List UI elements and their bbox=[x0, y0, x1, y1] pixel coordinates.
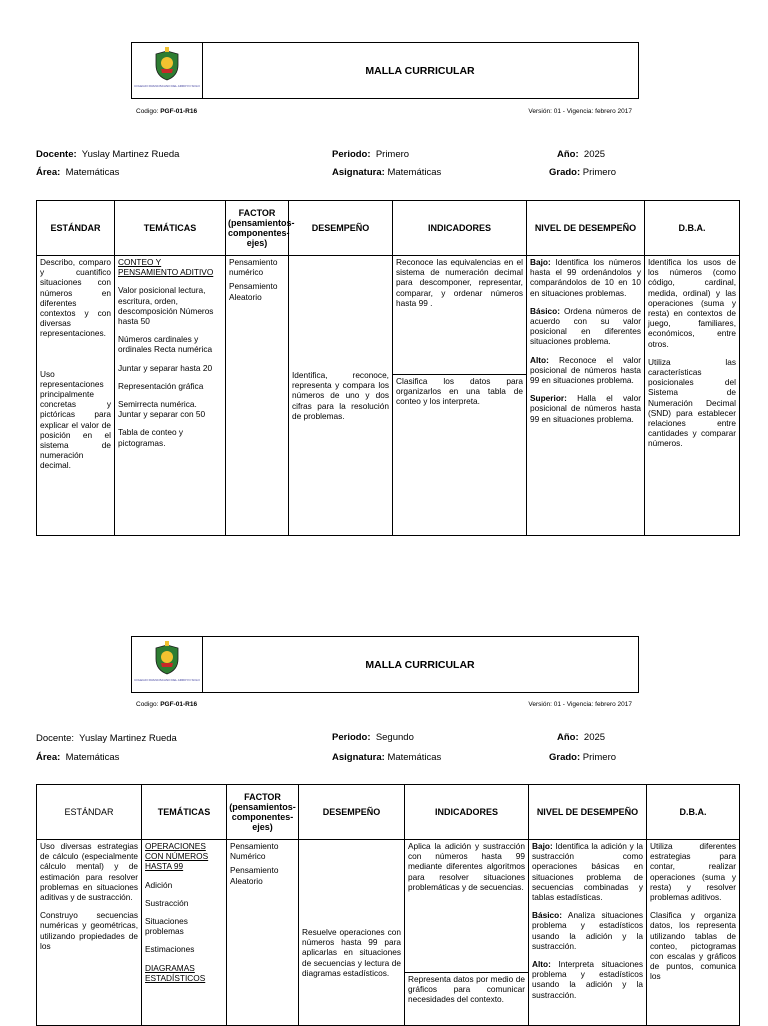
grado-value: Primero bbox=[582, 752, 617, 763]
indicadores-cell bbox=[405, 840, 529, 1026]
area-value: Matemáticas bbox=[65, 752, 120, 763]
nivel-label: Alto: bbox=[532, 959, 551, 970]
nivel-text: Halla el valor posicional de números hasta 99 en situaciones problema. bbox=[530, 393, 641, 424]
tematica-item: Adición bbox=[145, 879, 173, 890]
tematica-item: Semirrecta numérica. Juntar y separar con 50 bbox=[118, 399, 206, 420]
asignatura-value: Matemáticas bbox=[387, 752, 442, 763]
tematicas-heading-2: DIAGRAMAS ESTADÍSTICOS bbox=[145, 962, 206, 983]
logo-text: COLEGIO FRANCISCANO DEL ARROYO SOLO bbox=[134, 84, 200, 88]
factor-cell bbox=[227, 840, 299, 1026]
col-tematicas: TEMÁTICAS bbox=[115, 201, 226, 256]
dba-cell bbox=[647, 840, 740, 1026]
tematicas-cell bbox=[115, 256, 226, 536]
school-logo bbox=[132, 43, 203, 98]
indicadores-cell bbox=[393, 256, 527, 536]
table-header-row bbox=[37, 785, 740, 840]
indicador-item: Representa datos por medio de gráficos para comunicar necesidades del contexto. bbox=[405, 972, 528, 1006]
nivel-cell bbox=[527, 256, 645, 536]
dba-cell bbox=[645, 256, 740, 536]
nivel-label: Básico: bbox=[532, 910, 562, 921]
tematicas-cell bbox=[142, 840, 227, 1026]
tematicas-heading: CONTEO Y PENSAMIENTO ADITIVO bbox=[118, 257, 214, 278]
grado-field bbox=[549, 752, 616, 763]
periodo-field bbox=[332, 149, 409, 160]
desempeno-text: Resuelve operaciones con números hasta 99 para aplicarlas en situaciones de secuencias y lectura de diagramas estadísticos. bbox=[302, 927, 401, 978]
col-estandar: ESTÁNDAR bbox=[37, 785, 142, 840]
col-estandar: ESTÁNDAR bbox=[37, 201, 115, 256]
code-label: Codigo: bbox=[136, 108, 159, 115]
page-title: MALLA CURRICULAR bbox=[365, 658, 475, 671]
area-label: Área: bbox=[36, 752, 61, 763]
table-row bbox=[37, 256, 740, 536]
grado-field bbox=[549, 167, 616, 178]
logo-text: COLEGIO FRANCISCANO DEL ARROYO SOLO bbox=[134, 678, 200, 682]
nivel-item bbox=[530, 355, 641, 386]
area-field bbox=[36, 167, 119, 178]
dba-item: Utiliza diferentes estrategias para contar, realizar operaciones (suma y resta) y resolver problemas aditivos. bbox=[650, 841, 736, 903]
periodo-field bbox=[332, 732, 414, 743]
area-value: Matemáticas bbox=[65, 167, 120, 178]
header-box bbox=[131, 636, 639, 693]
indicador-item: Clasifica los datos para organizarlos en una tabla de conteo y los interpreta. bbox=[393, 374, 526, 408]
nivel-item bbox=[532, 959, 643, 1000]
docente-label: Docente: bbox=[36, 149, 77, 160]
estandar-cell bbox=[37, 840, 142, 1026]
header-box bbox=[131, 42, 639, 99]
code-value: PGF-01-R16 bbox=[160, 108, 198, 115]
anio-field bbox=[557, 732, 605, 743]
tematica-item: Tabla de conteo y pictogramas. bbox=[118, 427, 184, 448]
nivel-item bbox=[532, 841, 643, 902]
estandar-cell bbox=[37, 256, 115, 536]
col-indicadores: INDICADORES bbox=[405, 785, 529, 840]
anio-field bbox=[557, 149, 605, 160]
nivel-label: Básico: bbox=[530, 305, 560, 316]
grado-label: Grado: bbox=[549, 752, 581, 763]
version-text: Versión: 01 - Vigencia: febrero 2017 bbox=[528, 701, 632, 708]
nivel-text: Identifica la adición y la sustracción como operaciones básicas en situaciones problema de secuencias combinadas y tablas estadísticas. bbox=[532, 841, 643, 903]
asignatura-field bbox=[332, 752, 441, 763]
tematica-item: Números cardinales y ordinales Recta numérica bbox=[118, 334, 213, 355]
nivel-text: Analiza situaciones problema y estadísticos usando la adición y la sustracción. bbox=[532, 910, 643, 951]
asignatura-value: Matemáticas bbox=[387, 167, 442, 178]
nivel-text: Reconoce el valor posicional de números hasta 99 en situaciones problema. bbox=[530, 354, 641, 386]
nivel-cell bbox=[529, 840, 647, 1026]
nivel-item bbox=[530, 257, 641, 298]
factor-item: Pensamiento Aleatorio bbox=[230, 865, 279, 886]
nivel-item bbox=[532, 910, 643, 951]
nivel-text: Ordena números de acuerdo con su valor posicional en diferentes situaciones problema. bbox=[530, 305, 642, 347]
periodo-value: Primero bbox=[375, 149, 410, 160]
tematica-item: Estimaciones bbox=[145, 944, 195, 955]
nivel-item bbox=[530, 306, 641, 347]
docente-value: Yuslay Martinez Rueda bbox=[81, 149, 180, 160]
anio-label: Año: bbox=[557, 732, 579, 743]
periodo-label: Periodo: bbox=[332, 149, 371, 160]
col-nivel: NIVEL DE DESEMPEÑO bbox=[529, 785, 647, 840]
grado-value: Primero bbox=[582, 167, 617, 178]
tematica-item: Sustracción bbox=[145, 897, 189, 908]
col-desempeno: DESEMPEÑO bbox=[289, 201, 393, 256]
docente-field bbox=[36, 733, 177, 744]
table-header-row bbox=[37, 201, 740, 256]
factor-cell bbox=[226, 256, 289, 536]
table-row bbox=[37, 840, 740, 1026]
grado-label: Grado: bbox=[549, 167, 581, 178]
periodo-value: Segundo bbox=[375, 732, 414, 743]
col-factor: FACTOR (pensamientos-componentes-ejes) bbox=[226, 201, 289, 256]
page-title: MALLA CURRICULAR bbox=[365, 64, 475, 77]
factor-item: Pensamiento Numérico bbox=[230, 841, 279, 862]
docente-field bbox=[36, 149, 179, 160]
anio-label: Año: bbox=[557, 149, 579, 160]
estandar-item: Describo, comparo y cuantifico situaciones con números en diferentes contextos y con diversas representaciones. bbox=[40, 257, 111, 339]
tematica-item: Juntar y separar hasta 20 bbox=[118, 362, 213, 373]
nivel-item bbox=[530, 393, 641, 424]
area-field bbox=[36, 752, 119, 763]
code-label: Codigo: bbox=[136, 701, 159, 708]
col-dba: D.B.A. bbox=[645, 201, 740, 256]
estandar-item: Construyo secuencias numéricas y geométricas, utilizando propiedades de los bbox=[40, 910, 138, 951]
code-line bbox=[136, 108, 636, 115]
nivel-label: Superior: bbox=[530, 393, 567, 404]
col-dba: D.B.A. bbox=[647, 785, 740, 840]
school-logo bbox=[132, 637, 203, 692]
desempeno-text: Identifica, reconoce, representa y compara los números de uno y dos cifras para la resolución de problemas. bbox=[292, 369, 389, 421]
curriculum-table bbox=[36, 784, 740, 1026]
periodo-label: Periodo: bbox=[332, 732, 371, 743]
tematica-item: Representación gráfica bbox=[118, 380, 204, 391]
anio-value: 2025 bbox=[583, 149, 606, 160]
shield-icon bbox=[156, 47, 178, 80]
col-indicadores: INDICADORES bbox=[393, 201, 527, 256]
dba-item: Identifica los usos de los números (como código, cardinal, medida, ordinal) y las operaciones (suma y resta) en contextos de juego, familiares, económicos, entre otros. bbox=[648, 257, 736, 349]
col-nivel: NIVEL DE DESEMPEÑO bbox=[527, 201, 645, 256]
version-text: Versión: 01 - Vigencia: febrero 2017 bbox=[528, 108, 632, 115]
col-desempeno: DESEMPEÑO bbox=[299, 785, 405, 840]
estandar-item: Uso diversas estrategias de cálculo (especialmente cálculo mental) y de estimación para resolver problemas en situaciones aditivas y de sustracción. bbox=[40, 841, 138, 903]
nivel-label: Alto: bbox=[530, 354, 549, 365]
asignatura-label: Asignatura: bbox=[332, 752, 385, 763]
code-line bbox=[136, 701, 636, 708]
nivel-text: Interpreta situaciones problema y estadísticos usando la adición y la sustracción. bbox=[532, 959, 644, 1000]
indicador-item: Reconoce las equivalencias en el sistema de numeración decimal para descomponer, representar, comparar, y ordenar números hasta 99 . bbox=[396, 257, 523, 308]
code-value: PGF-01-R16 bbox=[160, 701, 198, 708]
estandar-item: Uso representaciones principalmente concretas y pictóricas para explicar el valor de posición en el sistema de numeración decimal. bbox=[40, 368, 111, 471]
desempeno-cell bbox=[289, 256, 393, 536]
factor-item: Pensamiento numérico bbox=[229, 257, 278, 278]
col-factor: FACTOR (pensamientos-componentes-ejes) bbox=[227, 785, 299, 840]
curriculum-table bbox=[36, 200, 740, 536]
factor-item: Pensamiento Aleatorio bbox=[229, 281, 278, 302]
anio-value: 2025 bbox=[583, 732, 606, 743]
nivel-label: Bajo: bbox=[530, 257, 551, 267]
dba-item: Clasifica y organiza datos, los representa utilizando tablas de conteo, pictogramas con escalas y gráficos de puntos, comunica los bbox=[650, 910, 736, 982]
tematicas-heading: OPERACIONES CON NÚMEROS HASTA 99 bbox=[145, 841, 209, 872]
tematica-item: Situaciones problemas bbox=[145, 916, 188, 937]
tematica-item: Valor posicional lectura, escritura, orden, descomposición Números hasta 50 bbox=[118, 285, 214, 327]
docente-value: Yuslay Martinez Rueda bbox=[79, 733, 177, 744]
asignatura-label: Asignatura: bbox=[332, 167, 385, 178]
nivel-text: Identifica los números hasta el 99 ordenándolos y comparándolos de 10 en 10 en situaciones problemas. bbox=[530, 257, 641, 298]
shield-icon bbox=[156, 641, 178, 674]
docente-label: Docente: bbox=[36, 733, 75, 744]
asignatura-field bbox=[332, 167, 441, 178]
desempeno-cell bbox=[299, 840, 405, 1026]
nivel-label: Bajo: bbox=[532, 841, 553, 851]
indicador-item: Aplica la adición y sustracción con números hasta 99 mediante diferentes algoritmos para resolver situaciones problemáticas y de secuencias. bbox=[408, 841, 525, 892]
col-tematicas: TEMÁTICAS bbox=[142, 785, 227, 840]
dba-item: Utiliza las características posicionales del Sistema de Numeración Decimal (SND) para establecer relaciones entre cantidades y comparar números. bbox=[648, 356, 736, 449]
area-label: Área: bbox=[36, 167, 61, 178]
